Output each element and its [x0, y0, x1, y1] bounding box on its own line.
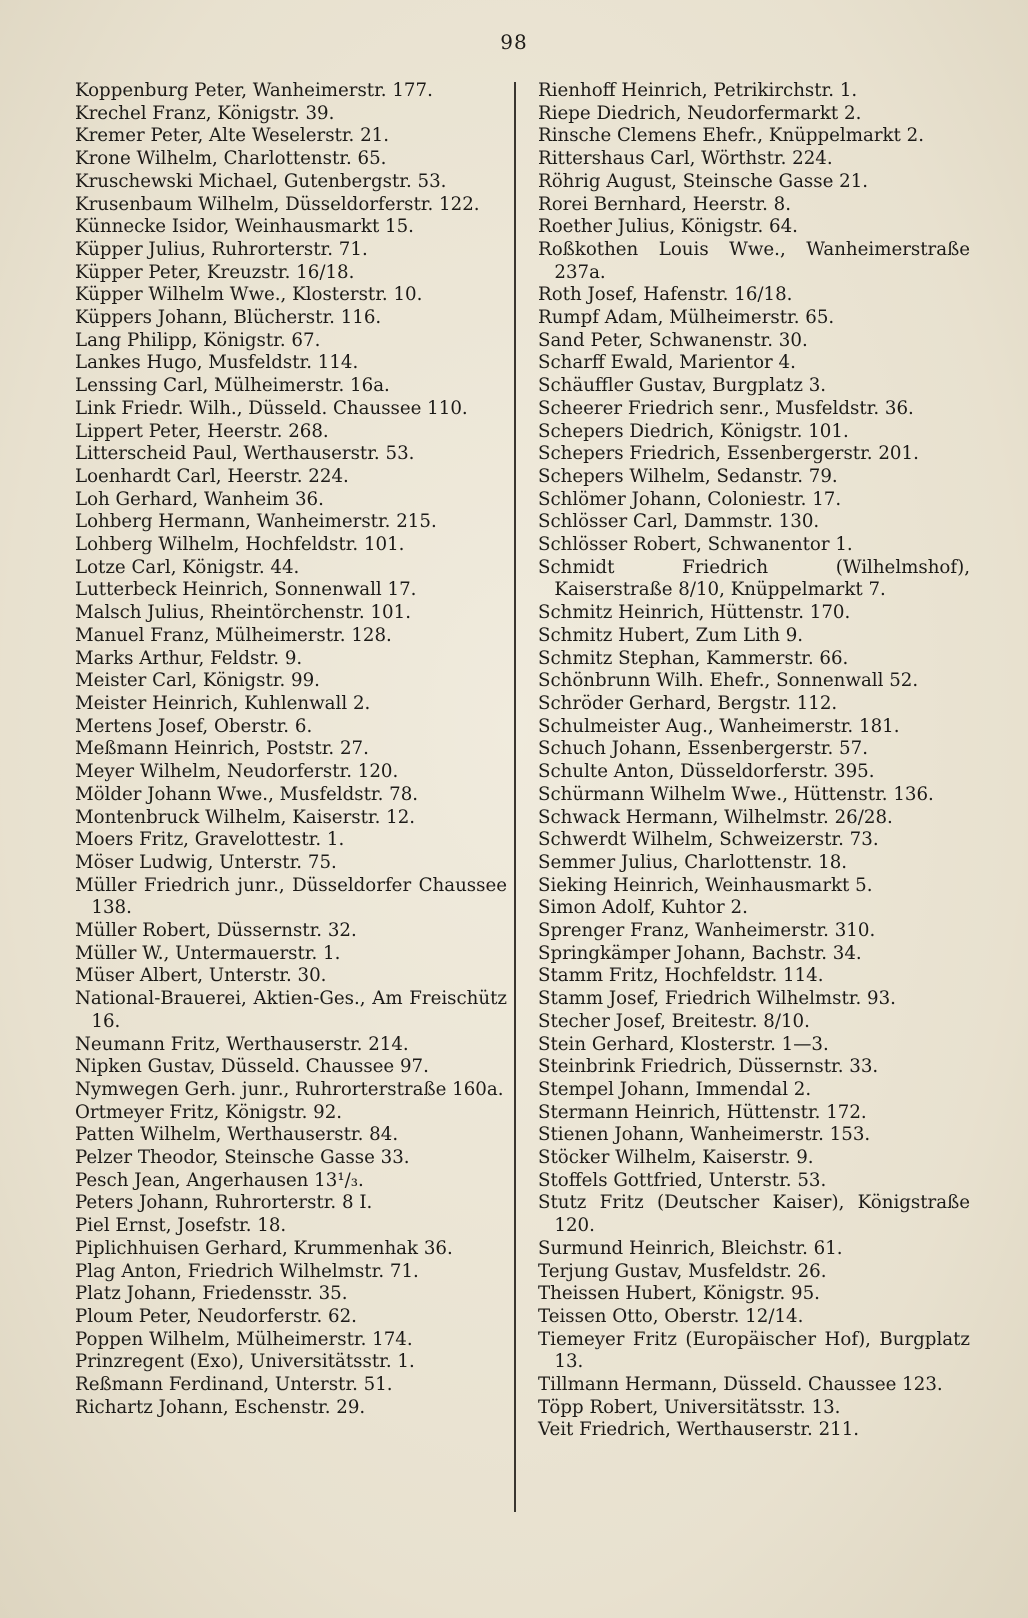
directory-entry: Rienhoff Heinrich, Petrikirchstr. 1.	[538, 80, 858, 101]
directory-entry: Lutterbeck Heinrich, Sonnenwall 17.	[75, 579, 417, 601]
directory-entry: Rorei Bernhard, Heerstr. 8.	[538, 193, 792, 215]
directory-entry: Simon Adolf, Kuhtor 2.	[538, 897, 748, 919]
directory-entry: Schäuffler Gustav, Burgplatz 3.	[538, 375, 827, 397]
directory-entry: Stein Gerhard, Klosterstr. 1—3.	[538, 1033, 829, 1055]
directory-entry: Scheerer Friedrich senr., Musfeldstr. 36.	[538, 397, 914, 419]
directory-entry: Riepe Diedrich, Neudorfermarkt 2.	[538, 102, 862, 124]
directory-entry: Töpp Robert, Universitätsstr. 13.	[538, 1396, 841, 1418]
directory-entry: Schwerdt Wilhelm, Schweizerstr. 73.	[538, 829, 879, 851]
directory-entry: Rittershaus Carl, Wörthstr. 224.	[538, 148, 833, 170]
directory-entry: Schepers Wilhelm, Sedanstr. 79.	[538, 465, 838, 487]
directory-entry: Meßmann Heinrich, Poststr. 27.	[75, 738, 369, 760]
directory-entry: Pelzer Theodor, Steinsche Gasse 33.	[75, 1147, 410, 1169]
directory-entry: Koppenburg Peter, Wanheimerstr. 177.	[75, 80, 433, 101]
directory-entry: Schwack Hermann, Wilhelmstr. 26/28.	[538, 806, 893, 828]
directory-entry: Schmitz Heinrich, Hüttenstr. 170.	[538, 602, 851, 624]
directory-entry: Schlösser Carl, Dammstr. 130.	[538, 511, 820, 533]
directory-entry: Prinzregent (Exo), Universitätsstr. 1.	[75, 1351, 415, 1373]
directory-entry: Sieking Heinrich, Weinhausmarkt 5.	[538, 874, 873, 896]
directory-entry: Sprenger Franz, Wanheimerstr. 310.	[538, 920, 876, 942]
directory-entry: Pesch Jean, Angerhausen 13¹/₃.	[75, 1169, 364, 1191]
directory-entry: Krusenbaum Wilhelm, Düsseldorferstr. 122.	[75, 193, 480, 215]
directory-entry: Küpper Peter, Kreuzstr. 16/18.	[75, 261, 355, 283]
directory-entry: Stoffels Gottfried, Unterstr. 53.	[538, 1169, 827, 1191]
directory-entry: Peters Johann, Ruhrorterstr. 8 I.	[75, 1192, 373, 1214]
directory-entry: Roth Josef, Hafenstr. 16/18.	[538, 284, 793, 306]
directory-entry: Küpper Julius, Ruhrorterstr. 71.	[75, 238, 368, 260]
directory-entry: Ploum Peter, Neudorferstr. 62.	[75, 1305, 357, 1327]
directory-entry: Schulmeister Aug., Wanheimerstr. 181.	[538, 715, 900, 737]
directory-entry: Nymwegen Gerh. junr., Ruhrorterstraße 160a.	[75, 1078, 504, 1100]
directory-entry: Platz Johann, Friedensstr. 35.	[75, 1283, 348, 1305]
directory-entry: Möser Ludwig, Unterstr. 75.	[75, 851, 337, 873]
directory-entry: Lohberg Wilhelm, Hochfeldstr. 101.	[75, 534, 405, 556]
directory-entry: Schürmann Wilhelm Wwe., Hüttenstr. 136.	[538, 783, 934, 805]
page-number: 98	[500, 30, 528, 54]
directory-entry: Semmer Julius, Charlottenstr. 18.	[538, 851, 848, 873]
directory-entry: Richartz Johann, Eschenstr. 29.	[75, 1396, 366, 1418]
directory-entry: Teissen Otto, Oberstr. 12/14.	[538, 1305, 804, 1327]
directory-entry: Röhrig August, Steinsche Gasse 21.	[538, 170, 869, 192]
directory-entry: Loh Gerhard, Wanheim 36.	[75, 488, 324, 510]
directory-entry: Lohberg Hermann, Wanheimerstr. 215.	[75, 511, 437, 533]
directory-entry: Stermann Heinrich, Hüttenstr. 172.	[538, 1101, 867, 1123]
directory-entry: Stempel Johann, Immendal 2.	[538, 1078, 812, 1100]
directory-entry: Stecher Josef, Breitestr. 8/10.	[538, 1010, 810, 1032]
directory-entry: Müller Friedrich junr., Düsseldorfer Chaussee 138.	[75, 874, 507, 919]
directory-entry: Mölder Johann Wwe., Musfeldstr. 78.	[75, 783, 419, 805]
directory-entry: Poppen Wilhelm, Mülheimerstr. 174.	[75, 1328, 413, 1350]
directory-entry: Piplichhuisen Gerhard, Krummenhak 36.	[75, 1237, 453, 1259]
directory-entry: Plag Anton, Friedrich Wilhelmstr. 71.	[75, 1260, 419, 1282]
directory-entry: Montenbruck Wilhelm, Kaiserstr. 12.	[75, 806, 416, 828]
directory-entry: Theissen Hubert, Königstr. 95.	[538, 1283, 820, 1305]
directory-entry: Mertens Josef, Oberstr. 6.	[75, 715, 313, 737]
directory-entry: Schmidt Friedrich (Wilhelmshof), Kaiserstraße 8/10, Knüppelmarkt 7.	[538, 556, 970, 601]
directory-entry: Manuel Franz, Mülheimerstr. 128.	[75, 624, 392, 646]
directory-entry: Sand Peter, Schwanenstr. 30.	[538, 329, 808, 351]
directory-entry: Müller W., Untermauerstr. 1.	[75, 942, 341, 964]
directory-entry: Künnecke Isidor, Weinhausmarkt 15.	[75, 216, 414, 238]
directory-entry: Schröder Gerhard, Bergstr. 112.	[538, 692, 838, 714]
directory-entry: Tiemeyer Fritz (Europäischer Hof), Burgplatz 13.	[538, 1328, 970, 1373]
directory-entry: Reßmann Ferdinand, Unterstr. 51.	[75, 1374, 393, 1396]
directory-entry: Lenssing Carl, Mülheimerstr. 16a.	[75, 375, 390, 397]
directory-entry: Küppers Johann, Blücherstr. 116.	[75, 307, 382, 329]
directory-entry: Schmitz Stephan, Kammerstr. 66.	[538, 647, 849, 669]
directory-entry: Litterscheid Paul, Werthauserstr. 53.	[75, 443, 415, 465]
directory-entry: Tillmann Hermann, Düsseld. Chaussee 123.	[538, 1374, 943, 1396]
right-column	[538, 80, 970, 1442]
directory-entry: Meister Heinrich, Kuhlenwall 2.	[75, 692, 371, 714]
directory-entry: Lang Philipp, Königstr. 67.	[75, 329, 321, 351]
directory-entry: Küpper Wilhelm Wwe., Klosterstr. 10.	[75, 284, 423, 306]
directory-entry: Nipken Gustav, Düsseld. Chaussee 97.	[75, 1056, 429, 1078]
directory-entry: Loenhardt Carl, Heerstr. 224.	[75, 465, 349, 487]
directory-entry: Roether Julius, Königstr. 64.	[538, 216, 798, 238]
directory-entry: Schlömer Johann, Coloniestr. 17.	[538, 488, 842, 510]
directory-entry: Schulte Anton, Düsseldorferstr. 395.	[538, 761, 875, 783]
directory-entry: Stutz Fritz (Deutscher Kaiser), Königstraße 120.	[538, 1192, 970, 1237]
directory-entry: Lippert Peter, Heerstr. 268.	[75, 420, 329, 442]
directory-entry: Steinbrink Friedrich, Düssernstr. 33.	[538, 1056, 879, 1078]
directory-entry: Krone Wilhelm, Charlottenstr. 65.	[75, 148, 387, 170]
directory-entry: Kruschewski Michael, Gutenbergstr. 53.	[75, 170, 447, 192]
directory-entry: Schlösser Robert, Schwanentor 1.	[538, 534, 853, 556]
column-divider	[514, 82, 516, 1512]
directory-entry: Scharff Ewald, Marientor 4.	[538, 352, 796, 374]
directory-entry: Schuch Johann, Essenbergerstr. 57.	[538, 738, 868, 760]
directory-entry: Krechel Franz, Königstr. 39.	[75, 102, 335, 124]
directory-entry: Terjung Gustav, Musfeldstr. 26.	[538, 1260, 827, 1282]
directory-entry: Rinsche Clemens Ehefr., Knüppelmarkt 2.	[538, 125, 924, 147]
directory-entry: Meister Carl, Königstr. 99.	[75, 670, 320, 692]
directory-entry: Roßkothen Louis Wwe., Wanheimerstraße 237a.	[538, 238, 970, 283]
directory-entry: Ortmeyer Fritz, Königstr. 92.	[75, 1101, 343, 1123]
directory-entry: Stöcker Wilhelm, Kaiserstr. 9.	[538, 1147, 814, 1169]
directory-entry: Stamm Fritz, Hochfeldstr. 114.	[538, 965, 824, 987]
directory-entry: National-Brauerei, Aktien-Ges., Am Freischütz 16.	[75, 988, 507, 1032]
directory-entry: Springkämper Johann, Bachstr. 34.	[538, 942, 862, 964]
directory-entry: Kremer Peter, Alte Weselerstr. 21.	[75, 125, 390, 147]
directory-entry: Surmund Heinrich, Bleichstr. 61.	[538, 1237, 843, 1259]
directory-entry: Lankes Hugo, Musfeldstr. 114.	[75, 352, 359, 374]
directory-entry: Schmitz Hubert, Zum Lith 9.	[538, 624, 804, 646]
directory-entry: Moers Fritz, Gravelottestr. 1.	[75, 829, 345, 851]
directory-entry: Schönbrunn Wilh. Ehefr., Sonnenwall 52.	[538, 670, 919, 692]
left-column	[75, 80, 507, 1419]
directory-entry: Link Friedr. Wilh., Düsseld. Chaussee 110.	[75, 397, 468, 419]
directory-entry: Schepers Friedrich, Essenbergerstr. 201.	[538, 443, 919, 465]
directory-entry: Müller Robert, Düssernstr. 32.	[75, 920, 357, 942]
directory-entry: Meyer Wilhelm, Neudorferstr. 120.	[75, 761, 399, 783]
directory-entry: Stamm Josef, Friedrich Wilhelmstr. 93.	[538, 988, 896, 1010]
directory-entry: Rumpf Adam, Mülheimerstr. 65.	[538, 307, 835, 329]
directory-entry: Neumann Fritz, Werthauserstr. 214.	[75, 1033, 409, 1055]
directory-entry: Lotze Carl, Königstr. 44.	[75, 556, 300, 578]
directory-entry: Patten Wilhelm, Werthauserstr. 84.	[75, 1124, 399, 1146]
directory-entry: Piel Ernst, Josefstr. 18.	[75, 1215, 287, 1237]
directory-entry: Müser Albert, Unterstr. 30.	[75, 965, 327, 987]
directory-entry: Marks Arthur, Feldstr. 9.	[75, 647, 303, 669]
directory-entry: Stienen Johann, Wanheimerstr. 153.	[538, 1124, 871, 1146]
directory-entry: Malsch Julius, Rheintörchenstr. 101.	[75, 602, 411, 624]
directory-entry: Veit Friedrich, Werthauserstr. 211.	[538, 1419, 860, 1441]
directory-entry: Schepers Diedrich, Königstr. 101.	[538, 420, 849, 442]
